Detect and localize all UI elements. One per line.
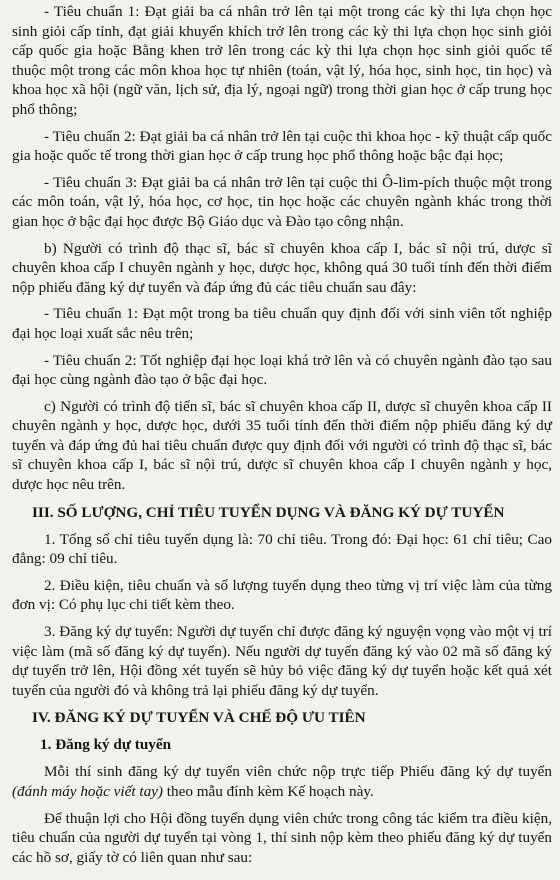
criterion-1-paragraph: - Tiêu chuẩn 1: Đạt giải ba cá nhân trở lên tại một trong các kỳ thi lựa chọn học sinh giỏi cấp tỉnh, đạt giải khuyến khích trở lên trong các kỳ thi lựa chọn học sinh giỏi cấp quốc gia hoặc Bằng khen trở lên trong các kỳ thi lựa chọn học sinh giỏi quốc tế thuộc một trong các môn khoa học tự nhiên (toán, vật lý, hóa học, sinh học, tin học) và khoa học xã hội (ngữ văn, lịch sử, địa lý, ngoại ngữ) trong thời gian học ở cấp trung học phổ thông; [12, 3, 552, 118]
doctorate-requirement-paragraph: c) Người có trình độ tiến sĩ, bác sĩ chuyên khoa cấp II, dược sĩ chuyên khoa cấp II chuyên ngành y học, dược học, dưới 35 tuổi tính đến thời điểm nộp phiếu đăng ký dự tuyển và đáp ứng đủ hai tiêu chuẩn được quy định đối với người có trình độ thạc sĩ, bác sĩ chuyên khoa cấp I, bác sĩ nội trú, dược sĩ chuyên khoa cấp I chuyên ngành y học, dược học nêu trên. [12, 397, 552, 494]
criterion-3-paragraph: - Tiêu chuẩn 3: Đạt giải ba cá nhân trở lên tại cuộc thi Ô-lim-pích thuộc một trong các môn toán, vật lý, hóa học, cơ học, tin học hoặc các chuyên ngành khác trong thời gian học ở bậc đại học được Bộ Giáo dục và Đào tạo công nhận. [12, 173, 552, 230]
quota-total-paragraph: 1. Tổng số chỉ tiêu tuyển dụng là: 70 chỉ tiêu. Trong đó: Đại học: 61 chỉ tiêu; Cao đẳng: 09 chỉ tiêu. [12, 530, 552, 568]
section-iv-heading: IV. ĐĂNG KÝ DỰ TUYỂN VÀ CHẾ ĐỘ ƯU TIÊN [32, 709, 366, 727]
submission-text-end: theo mẫu đính kèm Kế hoạch này. [162, 783, 374, 800]
subsection-registration-heading: 1. Đăng ký dự tuyển [40, 736, 172, 754]
registration-rule-paragraph: 3. Đăng ký dự tuyển: Người dự tuyển chỉ được đăng ký nguyện vọng vào một vị trí việc làm (mã số đăng ký dự tuyển). Nếu người dự tuyển đăng ký vào 02 mã số đăng ký dự tuyển trở lên, Hội đồng xét tuyển sẽ hủy bỏ việc đăng ký dự tuyển hoặc kết quả xét tuyển của người đó và không trả lại phiếu đăng ký dự tuyển. [12, 623, 552, 699]
documents-paragraph: Để thuận lợi cho Hội đồng tuyển dụng viên chức trong công tác kiểm tra điều kiện, tiêu chuẩn của người dự tuyển tại vòng 1, thí sinh nộp kèm theo phiếu đăng ký dự tuyển các hồ sơ, giấy tờ có liên quan như sau: [12, 809, 552, 866]
masters-requirement-paragraph: b) Người có trình độ thạc sĩ, bác sĩ chuyên khoa cấp I, bác sĩ nội trú, dược sĩ chuyên khoa cấp I chuyên ngành y học, dược học, không quá 30 tuổi tính đến thời điểm nộp phiếu đăng ký dự tuyển và đáp ứng đủ các tiêu chuẩn sau đây: [12, 239, 552, 296]
submission-text-start: Mỗi thí sinh đăng ký dự tuyển viên chức nộp trực tiếp Phiếu đăng ký dự tuyển [44, 763, 552, 781]
masters-criterion-2-paragraph: - Tiêu chuẩn 2: Tốt nghiệp đại học loại khá trở lên và có chuyên ngành đào tạo sau đại học cùng ngành đào tạo ở bậc đại học. [12, 351, 552, 389]
masters-criterion-1-paragraph: - Tiêu chuẩn 1: Đạt một trong ba tiêu chuẩn quy định đối với sinh viên tốt nghiệp đại học loại xuất sắc nêu trên; [12, 305, 552, 342]
submission-paragraph [12, 762, 552, 801]
section-iii-heading: III. SỐ LƯỢNG, CHỈ TIÊU TUYỂN DỤNG VÀ ĐĂNG KÝ DỰ TUYỂN [32, 503, 505, 521]
criterion-2-paragraph: - Tiêu chuẩn 2: Đạt giải ba cá nhân trở lên tại cuộc thi khoa học - kỹ thuật cấp quốc gia hoặc quốc tế trong thời gian học ở cấp trung học phổ thông hoặc bậc đại học; [12, 127, 552, 165]
quota-conditions-paragraph: 2. Điều kiện, tiêu chuẩn và số lượng tuyển dụng theo từng vị trí việc làm của từng đơn vị: Có phụ lục chi tiết kèm theo. [12, 576, 552, 614]
submission-text-italic: (đánh máy hoặc viết tay) [12, 783, 163, 800]
